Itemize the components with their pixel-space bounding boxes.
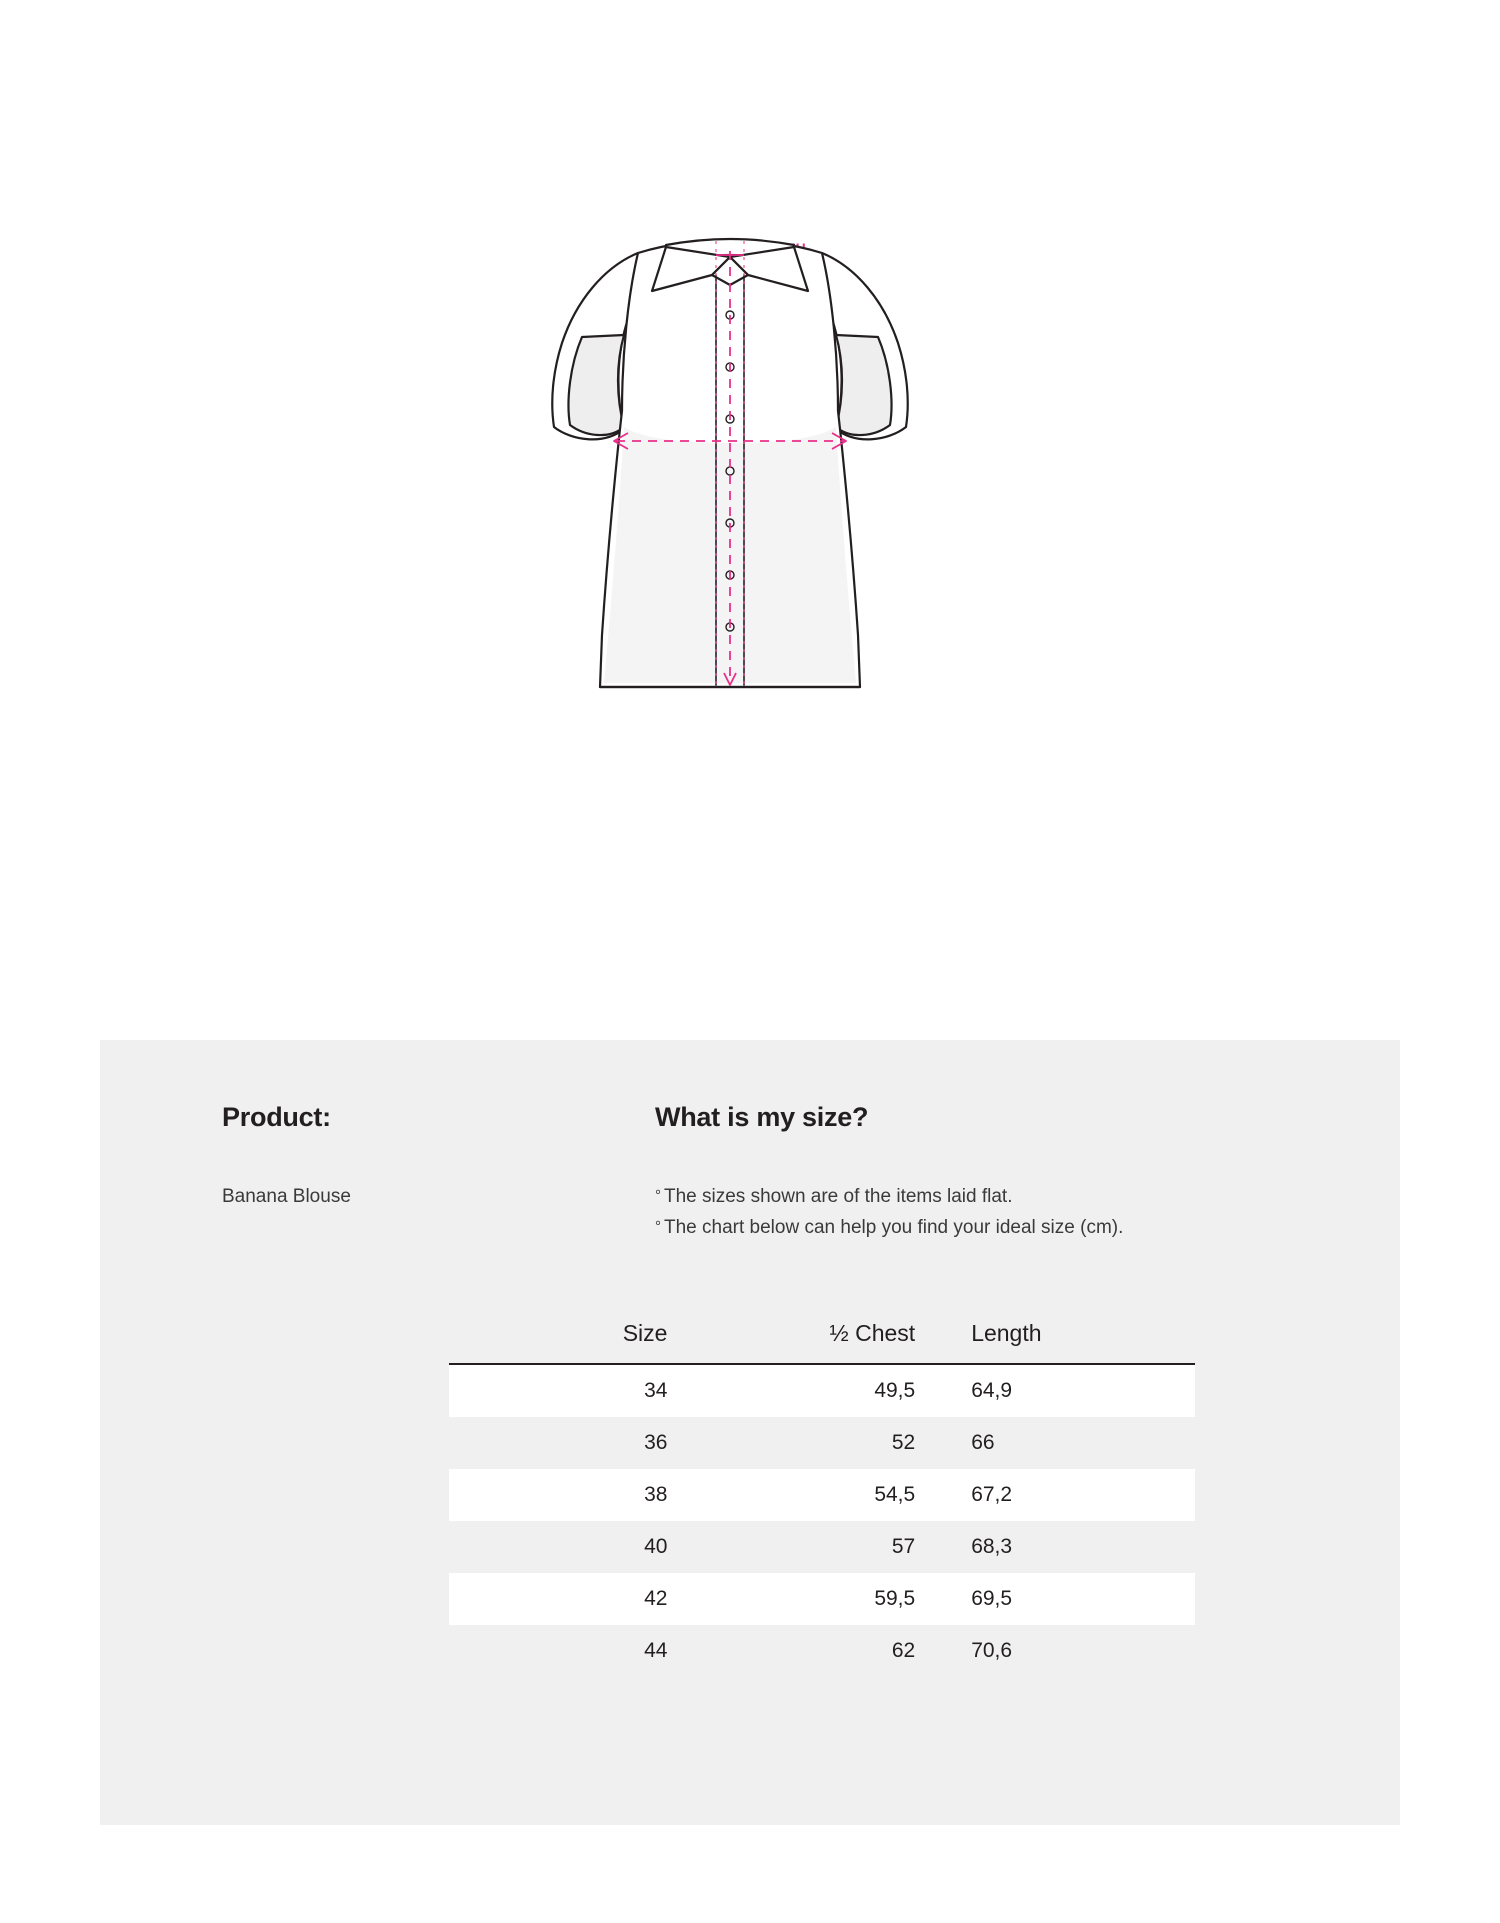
table-row [325, 1625, 1195, 1677]
cell-size: 38 [449, 1469, 694, 1521]
column-header-half-chest: ½ Chest [693, 1310, 941, 1364]
table-row [325, 1573, 1195, 1625]
column-header-length: Length [941, 1310, 1195, 1364]
degree-bullet-icon: ° [655, 1218, 661, 1236]
cell-half-chest: 49,5 [693, 1364, 941, 1417]
row-pad [325, 1469, 449, 1521]
cell-half-chest: 57 [693, 1521, 941, 1573]
row-pad [325, 1364, 449, 1417]
cell-half-chest: 59,5 [693, 1573, 941, 1625]
cell-half-chest: 54,5 [693, 1469, 941, 1521]
cell-length: 67,2 [941, 1469, 1195, 1521]
cell-size: 40 [449, 1521, 694, 1573]
cell-size: 36 [449, 1417, 694, 1469]
size-note-1: ° The sizes shown are of the items laid flat. [655, 1186, 1013, 1207]
table-row [325, 1364, 1195, 1417]
product-column [222, 1102, 542, 1212]
table-header-row [325, 1310, 1195, 1364]
table-row [325, 1521, 1195, 1573]
cell-length: 66 [941, 1417, 1195, 1469]
cell-half-chest: 62 [693, 1625, 941, 1677]
size-heading: What is my size? [655, 1102, 869, 1132]
product-name: Banana Blouse [222, 1186, 351, 1207]
row-pad [325, 1573, 449, 1625]
table-row [325, 1469, 1195, 1521]
row-pad [325, 1417, 449, 1469]
cell-half-chest: 52 [693, 1417, 941, 1469]
table-spacer-header [325, 1310, 449, 1364]
size-note-2: ° The chart below can help you find your ideal size (cm). [655, 1217, 1124, 1239]
product-heading: Product: [222, 1102, 331, 1132]
table-row [325, 1417, 1195, 1469]
size-chart-table [325, 1310, 1195, 1677]
cell-size: 42 [449, 1573, 694, 1625]
cell-length: 69,5 [941, 1573, 1195, 1625]
blouse-technical-drawing [520, 215, 940, 795]
column-header-size: Size [449, 1310, 694, 1364]
size-info-panel [100, 1040, 1400, 1825]
cell-length: 64,9 [941, 1364, 1195, 1417]
cell-size: 44 [449, 1625, 694, 1677]
size-help-column [655, 1102, 1355, 1244]
cell-size: 34 [449, 1364, 694, 1417]
degree-bullet-icon: ° [655, 1187, 661, 1204]
row-pad [325, 1521, 449, 1573]
row-pad [325, 1625, 449, 1677]
cell-length: 68,3 [941, 1521, 1195, 1573]
cell-length: 70,6 [941, 1625, 1195, 1677]
